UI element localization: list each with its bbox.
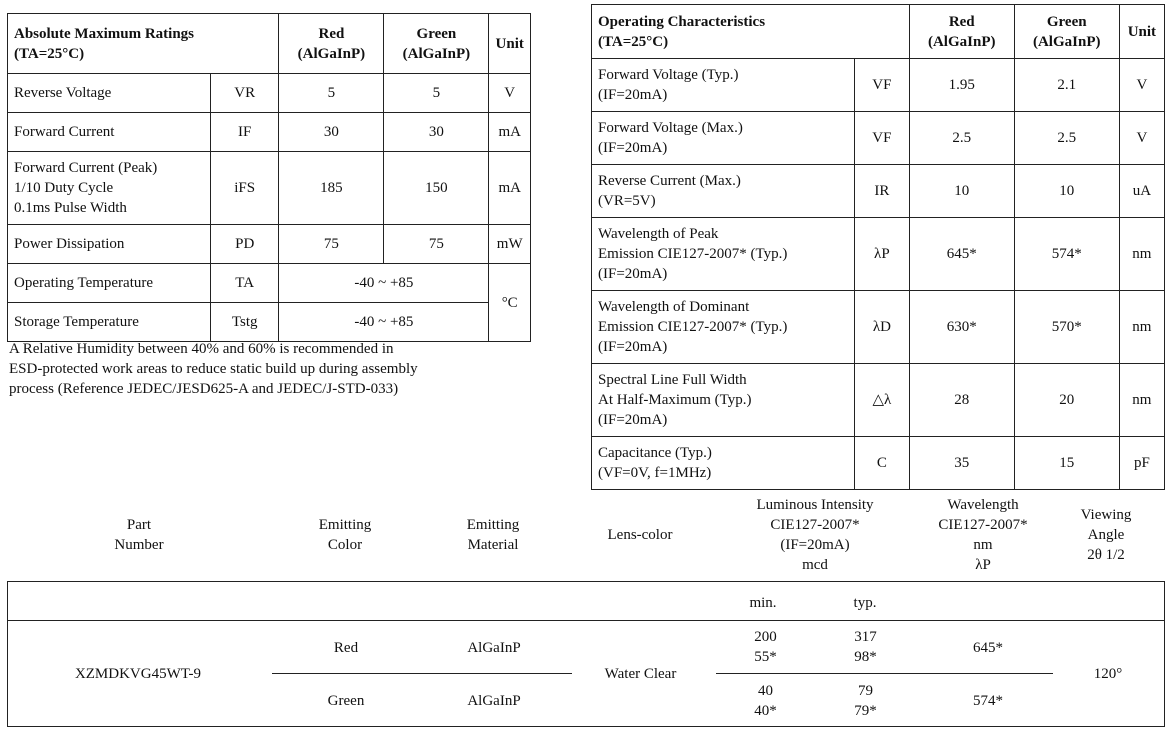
amr-symbol: TA [211,264,279,303]
wavelength-value: 574* [973,693,1003,709]
table-row [592,364,1165,437]
luminous-min: 40 40* [754,683,777,719]
opc-red-value: 35 [909,437,1014,490]
amr-green-value: 75 [384,225,489,264]
table-row [592,437,1165,490]
opc-unit: nm [1119,364,1164,437]
table-row [8,303,531,342]
header-emitting-color: Emitting Color [318,517,372,553]
opc-symbol: VF [855,112,910,165]
wavelength-value: 645* [973,640,1003,656]
amr-title: Absolute Maximum Ratings [14,25,195,42]
header-wavelength: Wavelength CIE127-2007* nm λP [938,497,1028,573]
absolute-maximum-ratings-table [7,13,531,342]
amr-range-value: -40 ~ +85 [279,264,489,303]
luminous-min: 200 55* [754,629,777,665]
opc-symbol: IR [855,165,910,218]
row-divider [272,673,572,674]
amr-red-value: 5 [279,74,384,113]
amr-green-value: 30 [384,113,489,152]
opc-unit: V [1119,59,1164,112]
luminous-typ: 79 79* [854,683,877,719]
amr-param: Operating Temperature [8,264,211,303]
opc-green-value: 570* [1014,291,1119,364]
table-row [8,113,531,152]
emitting-material: AlGaInP [467,693,521,709]
opc-param: Forward Voltage (Typ.) (IF=20mA) [592,59,855,112]
amr-symbol: Tstg [211,303,279,342]
opc-green-value: 20 [1014,364,1119,437]
amr-red-value: 75 [279,225,384,264]
opc-title-cell [592,5,910,59]
operating-characteristics-table [591,4,1165,490]
amr-red-value: 30 [279,113,384,152]
header-emitting-material: Emitting Material [466,517,520,553]
typ-label: typ. [853,595,877,611]
opc-param: Forward Voltage (Max.) (IF=20mA) [592,112,855,165]
amr-symbol: PD [211,225,279,264]
table-row [592,59,1165,112]
amr-title-cell [8,14,279,74]
amr-range-value: -40 ~ +85 [279,303,489,342]
amr-red-value: 185 [279,152,384,225]
amr-param: Storage Temperature [8,303,211,342]
humidity-note: A Relative Humidity between 40% and 60% is recommended in ESD-protected work areas to reduce static build up during assembly process (Reference JEDEC/JESD625-A and JEDEC/J-STD-033) [9,341,418,397]
row-divider [716,673,1053,674]
opc-title: Operating Characteristics [598,13,766,30]
part-number-table [7,581,1165,727]
opc-unit: pF [1119,437,1164,490]
part-number: XZMDKVG45WT-9 [74,666,202,682]
amr-green-value: 5 [384,74,489,113]
table-row [8,225,531,264]
opc-unit: uA [1119,165,1164,218]
opc-green-value: 2.5 [1014,112,1119,165]
opc-green-value: 2.1 [1014,59,1119,112]
opc-param: Wavelength of Dominant Emission CIE127-2007* (Typ.) (IF=20mA) [592,291,855,364]
opc-green-value: 10 [1014,165,1119,218]
opc-unit: nm [1119,218,1164,291]
amr-col-green: Green (AlGaInP) [384,14,489,74]
opc-symbol: λD [855,291,910,364]
table-row [8,74,531,113]
emitting-color: Red [333,640,359,656]
opc-red-value: 630* [909,291,1014,364]
emitting-material: AlGaInP [467,640,521,656]
amr-unit: mA [489,152,531,225]
amr-condition: (TA=25°C) [14,45,85,62]
opc-col-green: Green (AlGaInP) [1014,5,1119,59]
header-viewing-angle: Viewing Angle 2θ 1/2 [1080,507,1132,563]
header-lens-color: Lens-color [607,527,673,543]
amr-col-red: Red (AlGaInP) [279,14,384,74]
opc-unit: V [1119,112,1164,165]
lens-color: Water Clear [604,666,677,682]
amr-col-unit: Unit [489,14,531,74]
amr-unit: V [489,74,531,113]
header-part-number: Part Number [114,517,164,553]
opc-param: Capacitance (Typ.) (VF=0V, f=1MHz) [592,437,855,490]
emitting-color: Green [327,693,365,709]
opc-col-red: Red (AlGaInP) [909,5,1014,59]
amr-param: Forward Current (Peak) 1/10 Duty Cycle 0.1ms Pulse Width [8,152,211,225]
opc-param: Wavelength of Peak Emission CIE127-2007* (Typ.) (IF=20mA) [592,218,855,291]
min-label: min. [749,595,777,611]
table-row [8,264,531,303]
opc-red-value: 645* [909,218,1014,291]
amr-param: Reverse Voltage [8,74,211,113]
viewing-angle: 120° [1093,666,1123,682]
luminous-typ: 317 98* [854,629,877,665]
opc-param: Reverse Current (Max.) (VR=5V) [592,165,855,218]
opc-symbol: λP [855,218,910,291]
row-divider [8,620,1164,621]
amr-symbol: iFS [211,152,279,225]
opc-red-value: 28 [909,364,1014,437]
opc-symbol: C [855,437,910,490]
table-row [592,165,1165,218]
opc-unit: nm [1119,291,1164,364]
amr-symbol: VR [211,74,279,113]
opc-red-value: 2.5 [909,112,1014,165]
table-row [592,112,1165,165]
amr-unit: mA [489,113,531,152]
amr-green-value: 150 [384,152,489,225]
opc-green-value: 15 [1014,437,1119,490]
amr-param: Forward Current [8,113,211,152]
amr-param: Power Dissipation [8,225,211,264]
table-row [8,152,531,225]
table-row [592,218,1165,291]
amr-symbol: IF [211,113,279,152]
opc-col-unit: Unit [1119,5,1164,59]
opc-green-value: 574* [1014,218,1119,291]
opc-red-value: 1.95 [909,59,1014,112]
header-luminous-intensity: Luminous Intensity CIE127-2007* (IF=20mA) mcd [756,497,874,573]
amr-unit: mW [489,225,531,264]
opc-condition: (TA=25°C) [598,33,669,50]
opc-symbol: VF [855,59,910,112]
opc-red-value: 10 [909,165,1014,218]
table-row [592,291,1165,364]
amr-temp-unit: °C [489,264,531,342]
opc-param: Spectral Line Full Width At Half-Maximum (Typ.) (IF=20mA) [592,364,855,437]
opc-symbol: △λ [855,364,910,437]
